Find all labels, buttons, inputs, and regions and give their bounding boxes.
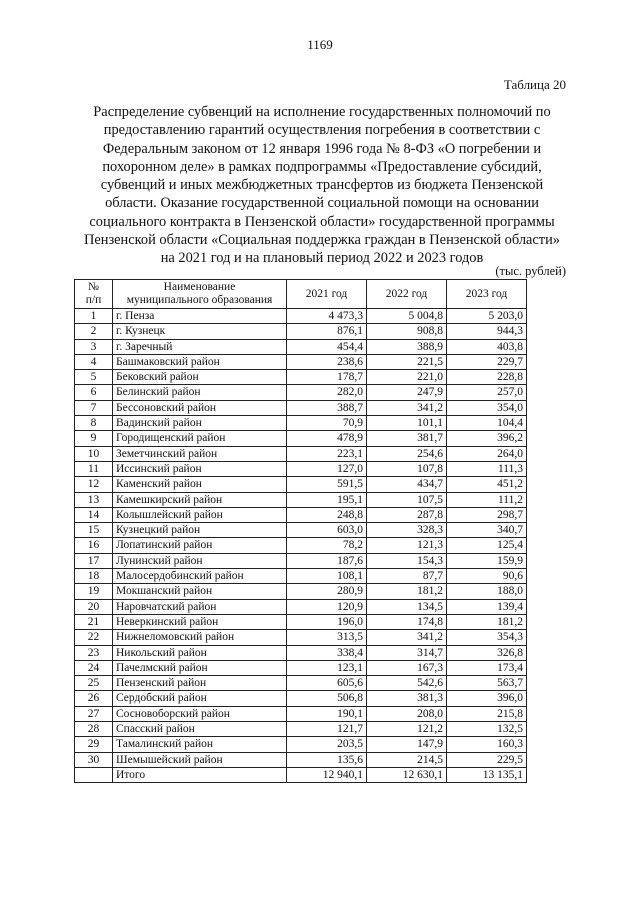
row-number: 7: [75, 400, 113, 415]
header-name-line2: муниципального образования: [126, 294, 273, 306]
value-2022: 341,2: [367, 630, 447, 645]
value-2021: 135,6: [287, 752, 367, 767]
table-row: [75, 630, 527, 645]
table-row: [75, 400, 527, 415]
value-2023: 215,8: [447, 706, 527, 721]
table-label: Таблица 20: [503, 77, 566, 92]
value-2022: 221,0: [367, 370, 447, 385]
value-2022: 181,2: [367, 584, 447, 599]
table-row: [75, 599, 527, 614]
units-label: (тыс. рублей): [495, 264, 566, 278]
value-2022: 214,5: [367, 752, 447, 767]
value-2022: 287,8: [367, 507, 447, 522]
value-2021: 120,9: [287, 599, 367, 614]
municipality-name: Иссинский район: [113, 461, 287, 476]
row-number: 1: [75, 309, 113, 324]
value-2023: 264,0: [447, 446, 527, 461]
value-2023: 326,8: [447, 645, 527, 660]
row-number: 23: [75, 645, 113, 660]
table-row: [75, 416, 527, 431]
row-number: 6: [75, 385, 113, 400]
page-number: 1169: [307, 37, 333, 52]
row-number: 9: [75, 431, 113, 446]
value-2022: 908,8: [367, 324, 447, 339]
table-body: [75, 309, 527, 783]
value-2021: 388,7: [287, 400, 367, 415]
value-2023: 944,3: [447, 324, 527, 339]
row-number: 24: [75, 660, 113, 675]
row-number: 12: [75, 477, 113, 492]
value-2021: 78,2: [287, 538, 367, 553]
value-2023: 563,7: [447, 676, 527, 691]
value-2023: 340,7: [447, 523, 527, 538]
value-2023: 396,2: [447, 431, 527, 446]
header-name: [113, 280, 287, 309]
value-2021: 123,1: [287, 660, 367, 675]
municipality-name: Сосновоборский район: [113, 706, 287, 721]
value-2023: 451,2: [447, 477, 527, 492]
value-2021: 248,8: [287, 507, 367, 522]
municipality-name: Городищенский район: [113, 431, 287, 446]
row-number: 3: [75, 339, 113, 354]
header-2021: 2021 год: [287, 280, 367, 309]
value-2021: 454,4: [287, 339, 367, 354]
municipality-name: Лопатинский район: [113, 538, 287, 553]
row-number: 10: [75, 446, 113, 461]
table-row: [75, 461, 527, 476]
value-2023: 159,9: [447, 553, 527, 568]
row-number: 27: [75, 706, 113, 721]
value-2021: 190,1: [287, 706, 367, 721]
municipality-name: Каменский район: [113, 477, 287, 492]
table-header: [75, 280, 527, 309]
value-2021: 603,0: [287, 523, 367, 538]
value-2022: 107,8: [367, 461, 447, 476]
value-2023: 228,8: [447, 370, 527, 385]
table-row: [75, 584, 527, 599]
row-number: 25: [75, 676, 113, 691]
municipality-name: Итого: [113, 767, 287, 782]
value-2023: 5 203,0: [447, 309, 527, 324]
municipality-name: Никольский район: [113, 645, 287, 660]
value-2022: 121,2: [367, 722, 447, 737]
table-row: [75, 553, 527, 568]
value-2022: 5 004,8: [367, 309, 447, 324]
row-number: 4: [75, 354, 113, 369]
table-row: [75, 309, 527, 324]
row-number: 19: [75, 584, 113, 599]
value-2021: 876,1: [287, 324, 367, 339]
table-row: [75, 645, 527, 660]
header-name-line1: Наименование: [163, 281, 236, 293]
value-2022: 388,9: [367, 339, 447, 354]
value-2021: 223,1: [287, 446, 367, 461]
value-2022: 12 630,1: [367, 767, 447, 782]
value-2021: 187,6: [287, 553, 367, 568]
value-2021: 280,9: [287, 584, 367, 599]
table-row: [75, 477, 527, 492]
value-2023: 229,5: [447, 752, 527, 767]
value-2022: 87,7: [367, 569, 447, 584]
table-row: [75, 737, 527, 752]
table-row: [75, 354, 527, 369]
header-num-line1: №: [88, 281, 99, 293]
value-2021: 605,6: [287, 676, 367, 691]
municipality-name: Неверкинский район: [113, 614, 287, 629]
value-2021: 313,5: [287, 630, 367, 645]
value-2023: 229,7: [447, 354, 527, 369]
document-title: Распределение субвенций на исполнение государственных полномочий по предоставлению гарантий осуществления погребения в соответствии с Федеральным законом от 12 января 1996 года № 8-ФЗ «О погребении и похоронном деле» в рамках подпрограммы «Предоставление субсидий, субвенций и иных межбюджетных трансфертов из бюджета Пензенской области. Оказание государственной социальной помощи на основании социального контракта в Пензенской области» государственной программы Пензенской области «Социальная поддержка граждан в Пензенской области» на 2021 год и на плановый период 2022 и 2023 годов: [84, 104, 560, 267]
table-row: [75, 523, 527, 538]
value-2022: 167,3: [367, 660, 447, 675]
value-2021: 282,0: [287, 385, 367, 400]
value-2021: 238,6: [287, 354, 367, 369]
value-2021: 12 940,1: [287, 767, 367, 782]
value-2023: 354,0: [447, 400, 527, 415]
row-number: 20: [75, 599, 113, 614]
header-2022: 2022 год: [367, 280, 447, 309]
row-number: 11: [75, 461, 113, 476]
table-row: [75, 660, 527, 675]
row-number: 21: [75, 614, 113, 629]
value-2022: 147,9: [367, 737, 447, 752]
value-2021: 108,1: [287, 569, 367, 584]
table-row: [75, 385, 527, 400]
municipality-name: Малосердобинский район: [113, 569, 287, 584]
value-2021: 121,7: [287, 722, 367, 737]
municipality-name: Вадинский район: [113, 416, 287, 431]
table-row: [75, 614, 527, 629]
value-2023: 104,4: [447, 416, 527, 431]
value-2022: 174,8: [367, 614, 447, 629]
municipality-name: Шемышейский район: [113, 752, 287, 767]
value-2021: 195,1: [287, 492, 367, 507]
table-row: [75, 507, 527, 522]
value-2022: 208,0: [367, 706, 447, 721]
row-number: 28: [75, 722, 113, 737]
value-2023: 298,7: [447, 507, 527, 522]
value-2023: 111,3: [447, 461, 527, 476]
municipality-name: Пачелмский район: [113, 660, 287, 675]
value-2023: 257,0: [447, 385, 527, 400]
value-2023: 139,4: [447, 599, 527, 614]
value-2021: 70,9: [287, 416, 367, 431]
value-2021: 178,7: [287, 370, 367, 385]
value-2021: 196,0: [287, 614, 367, 629]
row-number: 16: [75, 538, 113, 553]
table-row: [75, 370, 527, 385]
value-2022: 107,5: [367, 492, 447, 507]
municipality-name: Бессоновский район: [113, 400, 287, 415]
table-row: [75, 752, 527, 767]
value-2022: 254,6: [367, 446, 447, 461]
table-row: [75, 431, 527, 446]
municipality-name: Лунинский район: [113, 553, 287, 568]
value-2023: 90,6: [447, 569, 527, 584]
row-number: 14: [75, 507, 113, 522]
header-num-line2: п/п: [85, 294, 102, 306]
value-2022: 221,5: [367, 354, 447, 369]
municipality-name: Камешкирский район: [113, 492, 287, 507]
municipality-name: Пензенский район: [113, 676, 287, 691]
table-row: [75, 339, 527, 354]
value-2021: 591,5: [287, 477, 367, 492]
row-number: 29: [75, 737, 113, 752]
value-2021: 127,0: [287, 461, 367, 476]
value-2021: 4 473,3: [287, 309, 367, 324]
value-2023: 111,2: [447, 492, 527, 507]
municipality-name: Мокшанский район: [113, 584, 287, 599]
municipality-name: Башмаковский район: [113, 354, 287, 369]
municipality-name: Спасский район: [113, 722, 287, 737]
municipality-name: Кузнецкий район: [113, 523, 287, 538]
municipality-name: Земетчинский район: [113, 446, 287, 461]
table-row: [75, 691, 527, 706]
subventions-table: [74, 279, 527, 783]
row-number: [75, 767, 113, 782]
total-row: [75, 767, 527, 782]
municipality-name: Тамалинский район: [113, 737, 287, 752]
value-2022: 134,5: [367, 599, 447, 614]
row-number: 2: [75, 324, 113, 339]
value-2021: 203,5: [287, 737, 367, 752]
value-2022: 542,6: [367, 676, 447, 691]
table-row: [75, 676, 527, 691]
row-number: 30: [75, 752, 113, 767]
municipality-name: г. Заречный: [113, 339, 287, 354]
value-2022: 328,3: [367, 523, 447, 538]
value-2022: 121,3: [367, 538, 447, 553]
value-2021: 506,8: [287, 691, 367, 706]
value-2023: 188,0: [447, 584, 527, 599]
municipality-name: г. Кузнецк: [113, 324, 287, 339]
value-2022: 314,7: [367, 645, 447, 660]
value-2023: 396,0: [447, 691, 527, 706]
value-2023: 403,8: [447, 339, 527, 354]
municipality-name: Нижнеломовский район: [113, 630, 287, 645]
value-2022: 247,9: [367, 385, 447, 400]
value-2023: 354,3: [447, 630, 527, 645]
value-2023: 125,4: [447, 538, 527, 553]
municipality-name: Бековский район: [113, 370, 287, 385]
municipality-name: Колышлейский район: [113, 507, 287, 522]
value-2022: 434,7: [367, 477, 447, 492]
value-2022: 101,1: [367, 416, 447, 431]
row-number: 26: [75, 691, 113, 706]
table-row: [75, 722, 527, 737]
value-2021: 338,4: [287, 645, 367, 660]
value-2022: 381,3: [367, 691, 447, 706]
value-2023: 13 135,1: [447, 767, 527, 782]
value-2022: 341,2: [367, 400, 447, 415]
table-row: [75, 706, 527, 721]
value-2021: 478,9: [287, 431, 367, 446]
row-number: 22: [75, 630, 113, 645]
header-2023: 2023 год: [447, 280, 527, 309]
row-number: 5: [75, 370, 113, 385]
table-row: [75, 569, 527, 584]
value-2022: 381,7: [367, 431, 447, 446]
table-row: [75, 492, 527, 507]
table-row: [75, 324, 527, 339]
header-num: [75, 280, 113, 309]
value-2022: 154,3: [367, 553, 447, 568]
row-number: 15: [75, 523, 113, 538]
municipality-name: Белинский район: [113, 385, 287, 400]
municipality-name: Сердобский район: [113, 691, 287, 706]
row-number: 17: [75, 553, 113, 568]
table-row: [75, 446, 527, 461]
table-row: [75, 538, 527, 553]
row-number: 18: [75, 569, 113, 584]
row-number: 13: [75, 492, 113, 507]
municipality-name: г. Пенза: [113, 309, 287, 324]
value-2023: 160,3: [447, 737, 527, 752]
value-2023: 173,4: [447, 660, 527, 675]
municipality-name: Наровчатский район: [113, 599, 287, 614]
value-2023: 181,2: [447, 614, 527, 629]
row-number: 8: [75, 416, 113, 431]
value-2023: 132,5: [447, 722, 527, 737]
